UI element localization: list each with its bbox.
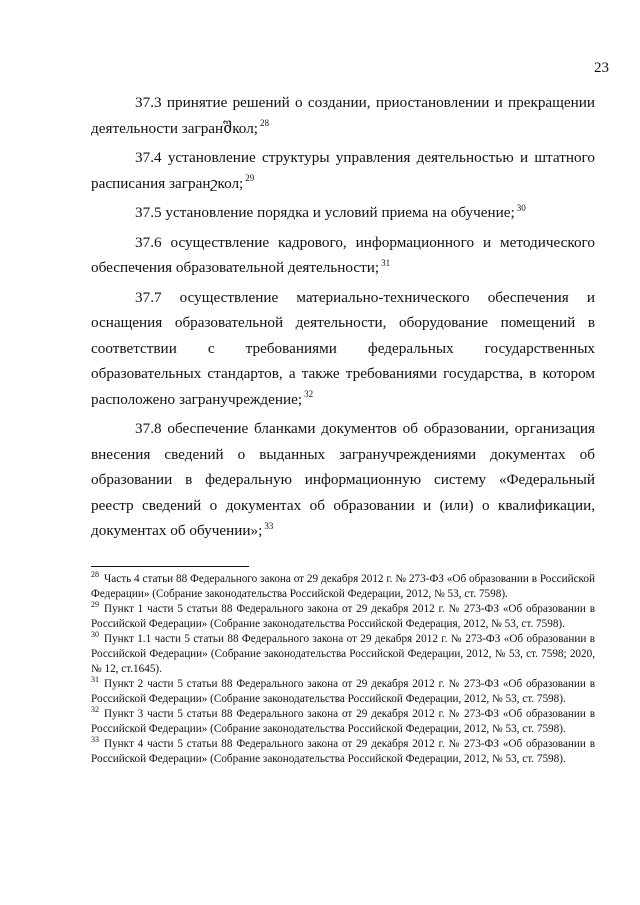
paragraph-text: 37.3 принятие решений о создании, приостановлении и прекращении деятельности загранშкол; bbox=[91, 94, 595, 137]
footnote-separator bbox=[91, 566, 249, 567]
paragraph-37-6 bbox=[91, 230, 595, 281]
footnote-ref[interactable]: 32 bbox=[304, 389, 314, 400]
footnote-number: 29 bbox=[91, 600, 99, 610]
footnote-ref[interactable]: 28 bbox=[260, 118, 269, 129]
main-text bbox=[91, 90, 595, 544]
paragraph-text: 37.8 обеспечение бланками документов об образовании, организация внесения сведений о выданных загранучреждениями документах об образовании в федеральную информационную систему «Федеральный реестр сведений о документах об образовании и (или) о квалификации, документах об обучении»; bbox=[91, 420, 595, 539]
footnote-text: Пункт 2 части 5 статьи 88 Федерального закона от 29 декабря 2012 г. № 273-ФЗ «Об образовании в Российской Федерации» (Собрание законодательства Российской Федерации, 2012, № 53, ст. 7598). bbox=[91, 678, 595, 705]
paragraph-37-3 bbox=[91, 90, 595, 141]
paragraph-37-5 bbox=[91, 200, 595, 226]
footnote-text: Пункт 4 части 5 статьи 88 Федерального закона от 29 декабря 2012 г. № 273-ФЗ «Об образовании в Российской Федерации» (Собрание законодательства Российской Федерации, 2012, № 53, ст. 7598). bbox=[91, 738, 595, 765]
paragraph-37-7 bbox=[91, 285, 595, 413]
footnote-31 bbox=[91, 677, 595, 707]
footnote-29 bbox=[91, 602, 595, 632]
footnote-32 bbox=[91, 707, 595, 737]
footnote-text: Пункт 3 части 5 статьи 88 Федерального закона от 29 декабря 2012 г. № 273-ФЗ «Об образовании в Российской Федерации» (Собрание законодательства Российской Федерации, 2012, № 53, ст. 7598). bbox=[91, 708, 595, 735]
paragraph-37-4 bbox=[91, 145, 595, 196]
footnote-28 bbox=[91, 572, 595, 602]
paragraph-text: 37.5 установление порядка и условий приема на обучение; bbox=[135, 204, 515, 221]
footnote-ref[interactable]: 29 bbox=[245, 173, 255, 184]
footnote-ref[interactable]: 30 bbox=[516, 202, 526, 213]
paragraph-text: 37.6 осуществление кадрового, информационного и методического обеспечения образовательной деятельности; bbox=[91, 233, 595, 276]
footnote-number: 28 bbox=[91, 570, 99, 580]
paragraph-37-8 bbox=[91, 416, 595, 544]
paragraph-text: 37.4 установление структуры управления деятельностью и штатного расписания загранշкол; bbox=[91, 149, 595, 192]
footnote-text: Часть 4 статьи 88 Федерального закона от 29 декабря 2012 г. № 273-ФЗ «Об образовании в Российской Федерации» (Собрание законодательства Российской Федерации, 2012, № 53, ст. 7598). bbox=[91, 573, 595, 600]
footnote-number: 33 bbox=[91, 735, 99, 745]
footnote-ref[interactable]: 31 bbox=[381, 257, 391, 268]
footnote-30 bbox=[91, 632, 595, 677]
footnote-33 bbox=[91, 737, 595, 767]
footnote-number: 30 bbox=[91, 630, 99, 640]
footnote-ref[interactable]: 33 bbox=[264, 520, 274, 531]
footnotes bbox=[91, 572, 595, 767]
paragraph-text: 37.7 осуществление материально-технического обеспечения и оснащения образовательной деятельности, оборудование помещений в соответствии с требованиями федеральных государственных образовательных стандартов, а также требованиями государства, в котором расположено загранучреждение; bbox=[91, 288, 595, 408]
footnote-text: Пункт 1.1 части 5 статьи 88 Федерального закона от 29 декабря 2012 г. № 273-ФЗ «Об образовании в Российской Федерации» (Собрание законодательства Российской Федерации, 2012, № 53, ст. 7598; 2020, № 12, ст.1645). bbox=[91, 633, 595, 675]
footnote-number: 31 bbox=[91, 675, 99, 685]
page-number: 23 bbox=[594, 60, 609, 76]
footnote-number: 32 bbox=[91, 705, 99, 715]
footnote-text: Пункт 1 части 5 статьи 88 Федерального закона от 29 декабря 2012 г. № 273-ФЗ «Об образовании в Российской Федерации» (Собрание законодательства Российской Федерация, 2012, № 53, ст. 7598). bbox=[91, 603, 595, 630]
